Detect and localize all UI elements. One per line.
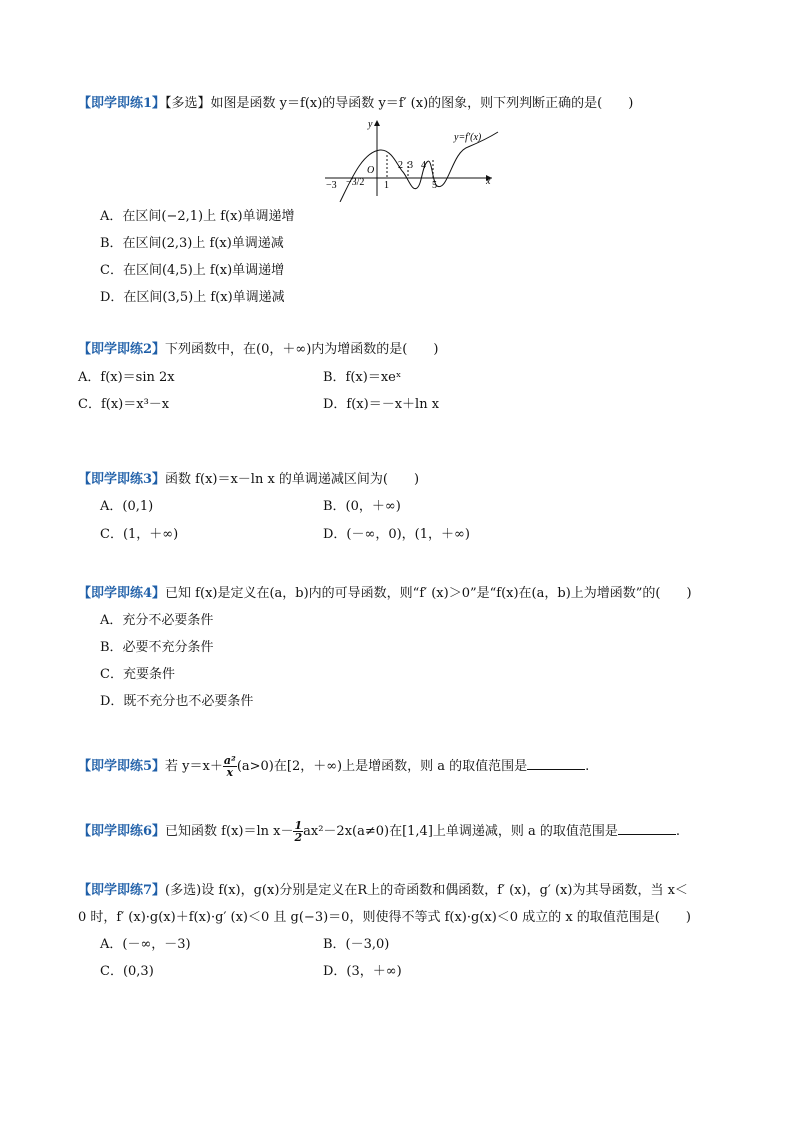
option: B．(－3,0)	[323, 937, 390, 952]
question-text: 若 y＝x＋	[165, 759, 223, 774]
question-text: (a>0)在[2，＋∞)上是增函数，则 a 的取值范围是	[236, 759, 528, 774]
question-7-line-2: 0 时，f′ (x)·g(x)＋f(x)·g′ (x)＜0 且 g(−3)＝0，则使得不等式 f(x)·g(x)＜0 成立的 x 的取值范围是( )	[78, 910, 691, 925]
x-axis-label: x	[486, 176, 491, 187]
option: A．(0,1)	[100, 499, 154, 514]
question-text: 已知函数 f(x)＝ln x－	[165, 824, 294, 839]
question-4	[78, 585, 692, 603]
curve-label: y=f′(x)	[454, 132, 482, 143]
question-text: 函数 f(x)＝x－ln x 的单调递减区间为( )	[165, 472, 420, 487]
question-text: (多选)设 f(x)，g(x)分别是定义在R上的奇函数和偶函数，f′ (x)，g′ (x)为其导函数，当 x＜	[165, 883, 688, 898]
question-text: ax²－2x(a≠0)在[1,4]上单调递减，则 a 的取值范围是	[303, 824, 618, 839]
y-axis-arrow-icon	[374, 120, 380, 126]
question-text: 下列函数中，在(0，＋∞)内为增函数的是( )	[165, 342, 439, 357]
question-tag: 【即学即练1】	[78, 96, 166, 111]
question-text: 【多选】如图是函数 y＝f(x)的导函数 y＝f′ (x)的图象，则下列判断正确的是( )	[165, 96, 634, 111]
question-tag: 【即学即练7】	[78, 883, 166, 898]
option: C．f(x)＝x³－x	[78, 397, 170, 412]
derivative-graph	[0, 112, 794, 202]
question-7	[78, 882, 688, 900]
question-3	[78, 471, 419, 489]
tick-label: 1	[384, 180, 389, 191]
answer-blank[interactable]	[618, 822, 676, 835]
fraction: $\frac{1}{2}$	[294, 819, 303, 844]
option: A．f(x)＝sin 2x	[78, 370, 175, 385]
option: A．在区间(−2,1)上 f(x)单调递增	[100, 209, 295, 224]
question-1	[78, 95, 633, 113]
answer-blank[interactable]	[527, 757, 585, 770]
fraction: $\frac{\text{a²}}{x}$	[223, 754, 236, 779]
question-tag: 【即学即练5】	[78, 759, 166, 774]
option: A．充分不必要条件	[100, 613, 214, 628]
question-text: 已知 f(x)是定义在(a，b)内的可导函数，则“f′ (x)＞0”是“f(x)在(a，b)上为增函数”的( )	[165, 586, 692, 601]
option: D．(－∞，0)，(1，＋∞)	[323, 527, 470, 542]
option: C．在区间(4,5)上 f(x)单调递增	[100, 263, 285, 278]
tick-label: 4	[421, 160, 426, 171]
question-tag: 【即学即练3】	[78, 472, 166, 487]
option: D．既不充分也不必要条件	[100, 694, 254, 709]
tick-label: 5	[432, 180, 437, 191]
question-5: 【即学即练5】若 y＝x＋ $\frac{\text{a²}}{x}$ (a>0)在[2，＋∞)上是增函数，则 a 的取值范围是 .	[78, 754, 590, 779]
question-tag: 【即学即练6】	[78, 824, 166, 839]
tick-label: −3/2	[346, 177, 365, 188]
tick-label: −3	[326, 180, 337, 191]
option: B．f(x)＝xeˣ	[323, 370, 402, 385]
question-2	[78, 341, 438, 359]
option: A．(－∞，－3)	[100, 937, 191, 952]
option: B．必要不充分条件	[100, 640, 214, 655]
tick-label: 2	[398, 160, 403, 171]
option: C．(1，＋∞)	[100, 527, 179, 542]
option: D．f(x)＝－x＋ln x	[323, 397, 440, 412]
origin-label: O	[367, 165, 375, 176]
question-tag: 【即学即练4】	[78, 586, 166, 601]
option: C．(0,3)	[100, 964, 154, 979]
option: C．充要条件	[100, 667, 175, 682]
option: B．(0，＋∞)	[323, 499, 401, 514]
option: D．在区间(3,5)上 f(x)单调递减	[100, 290, 285, 305]
option: D．(3，＋∞)	[323, 964, 402, 979]
question-tag: 【即学即练2】	[78, 342, 166, 357]
tick-label: 3	[408, 160, 413, 171]
question-6: 【即学即练6】已知函数 f(x)＝ln x－ $\frac{1}{2}$ ax²－2x(a≠0)在[1,4]上单调递减，则 a 的取值范围是 .	[78, 819, 681, 844]
y-axis-label: y	[368, 119, 373, 130]
option: B．在区间(2,3)上 f(x)单调递减	[100, 236, 284, 251]
